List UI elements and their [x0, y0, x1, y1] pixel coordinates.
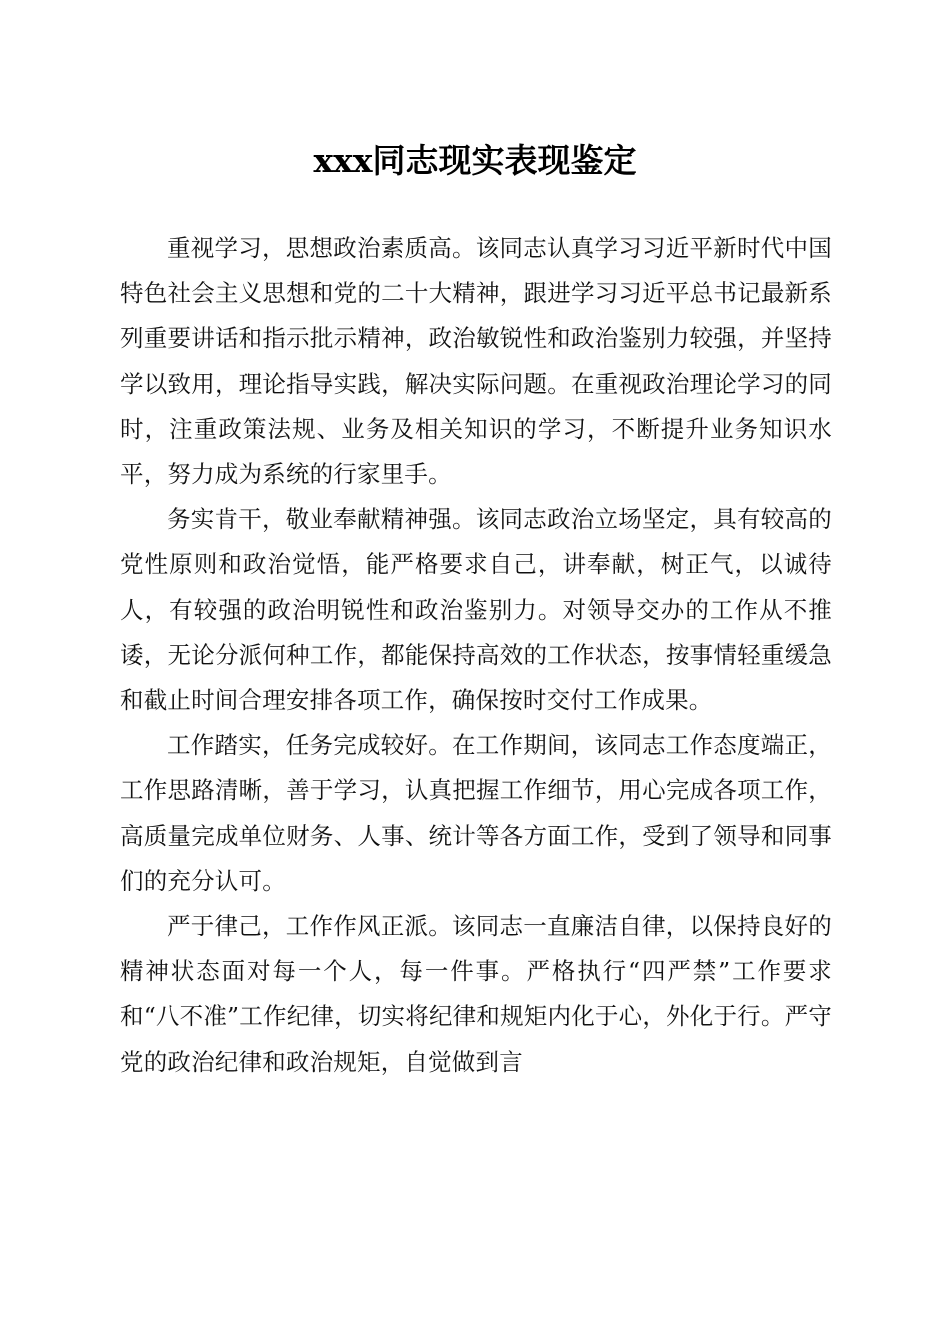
paragraph-work: 工作踏实，任务完成较好。在工作期间，该同志工作态度端正，工作思路清晰，善于学习，认真把握工作细节，用心完成各项工作，高质量完成单位财务、人事、统计等各方面工作，受到了领导和同事们的充分认可。	[120, 731, 832, 895]
document-title: xxx同志现实表现鉴定	[313, 141, 637, 180]
paragraph-dedication: 务实肯干，敬业奉献精神强。该同志政治立场坚定，具有较高的党性原则和政治觉悟，能严格要求自己，讲奉献，树正气，以诚待人，有较强的政治明锐性和政治鉴别力。对领导交办的工作从不推诿，无论分派何种工作，都能保持高效的工作状态，按事情轻重缓急和截止时间合理安排各项工作，确保按时交付工作成果。	[120, 505, 832, 715]
paragraph-discipline: 严于律己，工作作风正派。该同志一直廉洁自律，以保持良好的精神状态面对每一个人，每一件事。严格执行“四严禁”工作要求和“八不准”工作纪律，切实将纪律和规矩内化于心，外化于行。严守党的政治纪律和政治规矩，自觉做到言	[120, 912, 832, 1076]
document-body	[120, 226, 832, 1085]
paragraph-study: 重视学习，思想政治素质高。该同志认真学习习近平新时代中国特色社会主义思想和党的二十大精神，跟进学习习近平总书记最新系列重要讲话和指示批示精神，政治敏锐性和政治鉴别力较强，并坚持学以致用，理论指导实践，解决实际问题。在重视政治理论学习的同时，注重政策法规、业务及相关知识的学习，不断提升业务知识水平，努力成为系统的行家里手。	[120, 234, 832, 489]
